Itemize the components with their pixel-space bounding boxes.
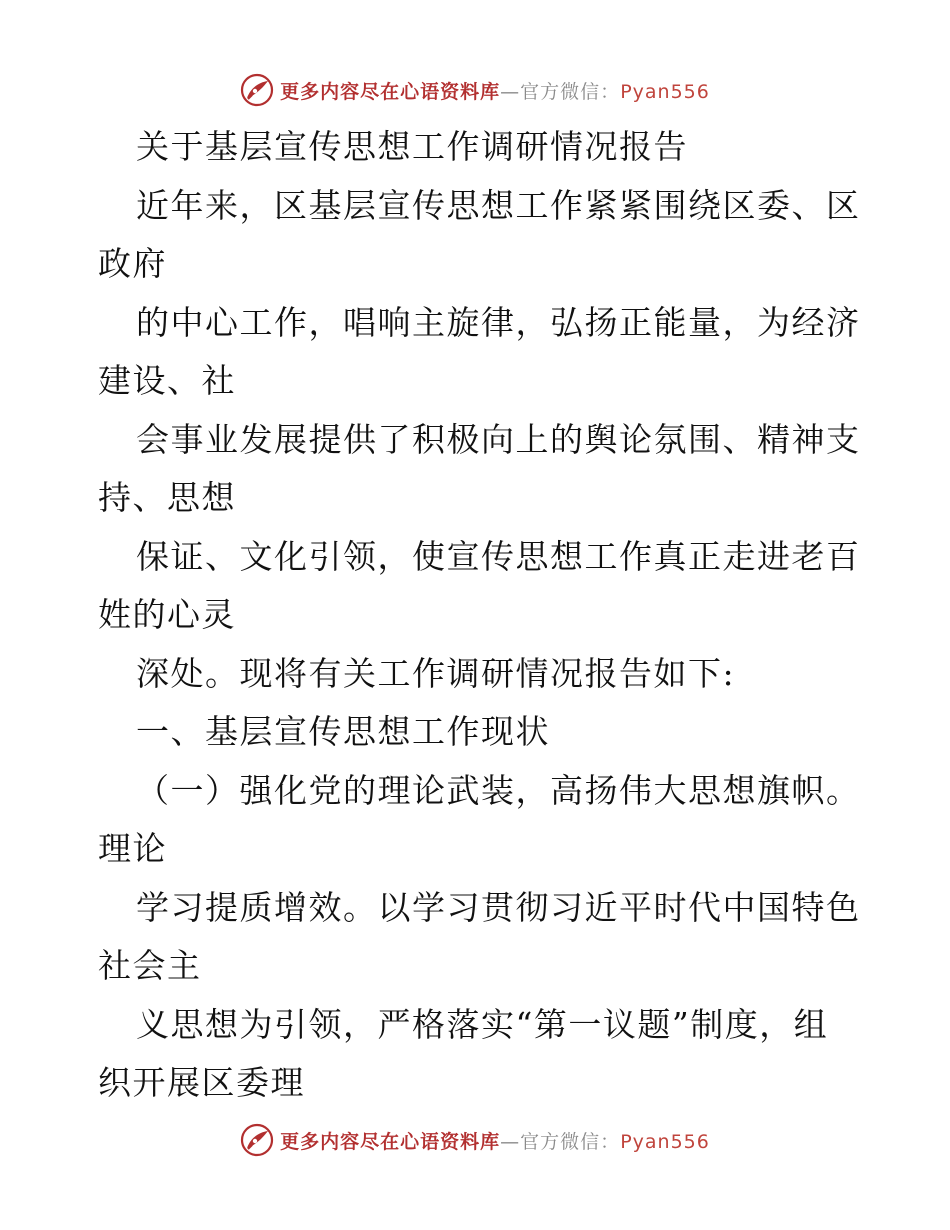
- text-line: 姓的心灵: [98, 595, 236, 634]
- watermark-separator: —: [500, 80, 521, 103]
- document-body: [98, 118, 861, 1113]
- watermark-text: [280, 1127, 710, 1154]
- watermark-text: [280, 77, 710, 104]
- document-title: 关于基层宣传思想工作调研情况报告: [136, 127, 688, 166]
- text-line: 建设、社: [98, 361, 236, 400]
- text-line: 织开展区委理: [98, 1063, 305, 1102]
- text-line: 理论: [98, 829, 167, 868]
- pen-logo-icon: [240, 73, 274, 107]
- subsection-heading: （一）强化党的理论武装，高扬伟大思想旗帜。: [136, 770, 861, 810]
- text-line: 会事业发展提供了积极向上的舆论氛围、精神支: [136, 419, 861, 459]
- text-line: 政府: [98, 244, 167, 283]
- pen-logo-icon: [240, 1123, 274, 1157]
- section-heading: 一、基层宣传思想工作现状: [136, 712, 550, 751]
- text-line: 深处。现将有关工作调研情况报告如下:: [136, 653, 736, 693]
- text-line: 义思想为引领，严格落实“第一议题”制度，组: [136, 1004, 829, 1044]
- text-line: 学习提质增效。以学习贯彻习近平时代中国特色: [136, 887, 861, 927]
- text-line: 近年来，区基层宣传思想工作紧紧围绕区委、区: [136, 185, 861, 225]
- watermark-site: 更多内容尽在心语资料库: [280, 1130, 501, 1153]
- watermark-official: 官方微信：: [520, 80, 621, 103]
- text-line: 的中心工作，唱响主旋律，弘扬正能量，为经济: [136, 302, 861, 342]
- watermark-separator: —: [500, 1130, 521, 1153]
- text-line: 社会主: [98, 946, 202, 985]
- watermark-footer: [0, 1120, 950, 1160]
- text-line: 持、思想: [98, 478, 236, 517]
- watermark-header: [0, 70, 950, 110]
- text-line: 保证、文化引领，使宣传思想工作真正走进老百: [136, 536, 861, 576]
- watermark-wechat-id: Pyan556: [620, 1130, 710, 1153]
- watermark-site: 更多内容尽在心语资料库: [280, 80, 501, 103]
- watermark-wechat-id: Pyan556: [620, 80, 710, 103]
- watermark-official: 官方微信：: [520, 1130, 621, 1153]
